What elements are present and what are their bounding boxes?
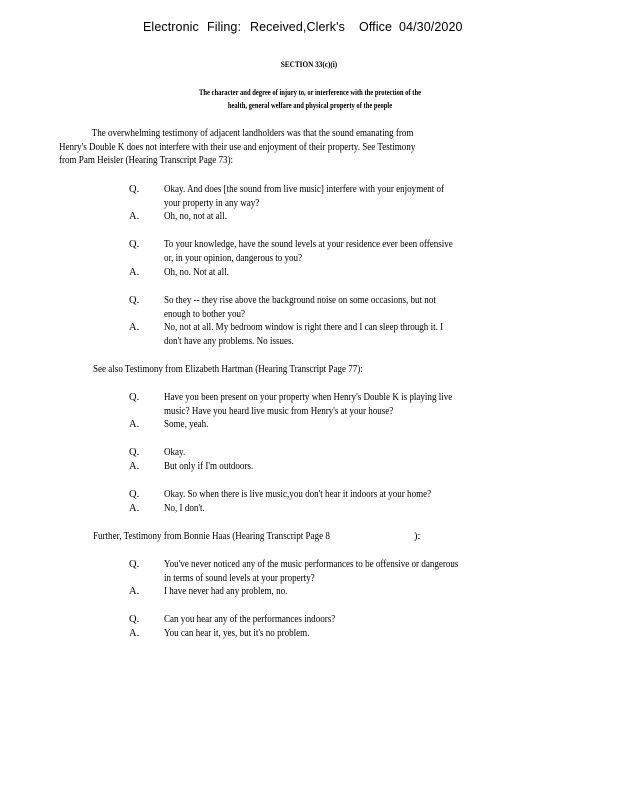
- qa-label: Q.: [129, 392, 140, 403]
- qa-text: Oh, no. Not at all.: [164, 267, 229, 278]
- qa-label: Q.: [129, 559, 140, 570]
- qa-text: You can hear it, yes, but it's no problem.: [164, 628, 310, 639]
- intro-line: The overwhelming testimony of adjacent landholders was that the sound emanating from: [91, 128, 414, 139]
- qa-text: Have you been present on your property when Henry's Double K is playing live: [164, 392, 453, 403]
- intro-paragraph: [59, 127, 473, 168]
- qa-text: Oh, no, not at all.: [164, 211, 227, 222]
- header-office: Office: [359, 20, 393, 34]
- qa-text: in terms of sound levels at your property?: [164, 572, 315, 584]
- header-date: 04/30/2020: [399, 20, 463, 34]
- qa-text: You've never noticed any of the music performances to be offensive or dangerous: [164, 559, 459, 570]
- intro-line: Henry's Double K does not interfere with their use and enjoyment of their property. See Testimony: [59, 141, 416, 153]
- qa-label: A.: [129, 322, 140, 333]
- further-close: ):: [414, 531, 421, 542]
- see-also-text: See also Testimony from Elizabeth Hartman (Hearing Transcript Page 77):: [93, 364, 363, 375]
- qa-label: A.: [129, 211, 140, 222]
- qa-label: Q.: [129, 614, 140, 625]
- qa-label: A.: [129, 419, 140, 430]
- qa-text: Okay.: [164, 447, 186, 458]
- qa-text: your property in any way?: [164, 197, 260, 209]
- qa-label: Q.: [129, 447, 140, 458]
- subtitle-line: health, general welfare and physical property of the people: [227, 101, 393, 110]
- qa-text: Okay. So when there is live music,you don't hear it indoors at your home?: [164, 489, 432, 500]
- header-received-clerks: Received,Clerk's: [250, 20, 345, 34]
- qa-text: To your knowledge, have the sound levels at your residence ever been offensive: [164, 239, 453, 250]
- qa-label: A.: [129, 628, 140, 639]
- section-title: SECTION 33(c)(i): [280, 59, 338, 69]
- qa-text: No, not at all. My bedroom window is right there and I can sleep through it. I: [164, 322, 444, 333]
- qa-text: don't have any problems. No issues.: [164, 335, 294, 347]
- qa-label: A.: [129, 586, 140, 597]
- qa-label: A.: [129, 503, 140, 514]
- subtitle-line: The character and degree of injury to, or interference with the protection of the: [198, 88, 422, 97]
- qa-label: Q.: [129, 295, 140, 306]
- qa-label: Q.: [129, 184, 140, 195]
- section-subtitle: [100, 86, 520, 112]
- qa-text: music? Have you heard live music from Henry's at your house?: [164, 405, 394, 417]
- qa-text: Can you hear any of the performances indoors?: [164, 614, 336, 625]
- qa-text: So they -- they rise above the background noise on some occasions, but not: [164, 295, 436, 306]
- qa-label: Q.: [129, 489, 140, 500]
- qa-text: enough to bother you?: [164, 308, 246, 320]
- header-electronic: Electronic: [143, 20, 199, 34]
- qa-label: A.: [129, 461, 140, 472]
- further-line: [93, 530, 368, 544]
- qa-text: Some, yeah.: [164, 419, 209, 430]
- header-filing: Filing:: [207, 20, 242, 34]
- qa-label: A.: [129, 267, 140, 278]
- qa-text: No, I don't.: [164, 503, 205, 514]
- qa-label: Q.: [129, 239, 140, 250]
- qa-text: But only if I'm outdoors.: [164, 461, 254, 472]
- intro-line: from Pam Heisler (Hearing Transcript Page 73):: [59, 155, 234, 166]
- see-also-line: [93, 363, 407, 377]
- further-text: Further, Testimony from Bonnie Haas (Hearing Transcript Page 8: [93, 531, 330, 542]
- qa-text: Okay. And does [the sound from live music] interfere with your enjoyment of: [164, 184, 445, 195]
- qa-text: I have never had any problem, no.: [164, 586, 288, 597]
- qa-text: or, in your opinion, dangerous to you?: [164, 252, 303, 264]
